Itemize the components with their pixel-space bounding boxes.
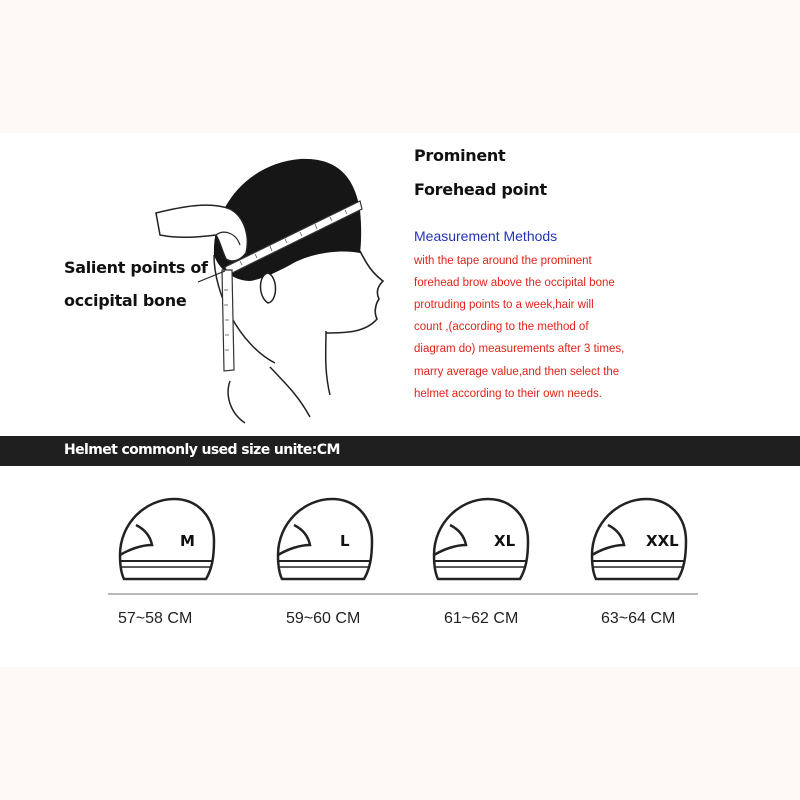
helmet-icon-m — [116, 495, 216, 583]
ear — [261, 273, 276, 303]
size-label-xxl: XXL — [646, 532, 679, 550]
size-range-xl: 61~62 CM — [444, 610, 519, 627]
size-range-xxl: 63~64 CM — [601, 610, 676, 627]
size-label-m: M — [180, 532, 195, 550]
method-line-4: count ,(according to the method of — [414, 321, 589, 333]
shoulder-outline — [228, 381, 245, 423]
helmet-icon-l — [274, 495, 374, 583]
method-line-1: with the tape around the prominent — [414, 255, 592, 267]
method-line-3: protruding points to a week,hair will — [414, 299, 594, 311]
size-label-l: L — [340, 532, 350, 550]
size-divider-line — [108, 593, 698, 595]
hanging-tape — [222, 270, 234, 371]
size-header-title: Helmet commonly used size unite:CM — [64, 442, 340, 458]
method-line-6: marry average value,and then select the — [414, 366, 620, 378]
measurement-methods-title: Measurement Methods — [414, 228, 558, 244]
occipital-label-line2: occipital bone — [64, 291, 187, 310]
neck-outline — [326, 331, 330, 395]
head-measurement-illustration — [150, 155, 395, 430]
method-line-7: helmet according to their own needs. — [414, 388, 602, 400]
size-range-m: 57~58 CM — [118, 610, 193, 627]
hand — [156, 205, 247, 261]
main-panel — [0, 133, 800, 667]
size-label-xl: XL — [494, 532, 516, 550]
method-line-5: diagram do) measurements after 3 times, — [414, 343, 625, 355]
face-profile — [326, 251, 383, 333]
forehead-label-line1: Prominent — [414, 146, 506, 165]
top-margin-band — [0, 0, 800, 133]
method-line-2: forehead brow above the occipital bone — [414, 277, 615, 289]
occipital-label-line1: Salient points of — [64, 258, 208, 277]
bottom-margin-band — [0, 667, 800, 800]
size-range-l: 59~60 CM — [286, 610, 361, 627]
collar-outline — [270, 367, 310, 417]
forehead-label-line2: Forehead point — [414, 180, 547, 199]
